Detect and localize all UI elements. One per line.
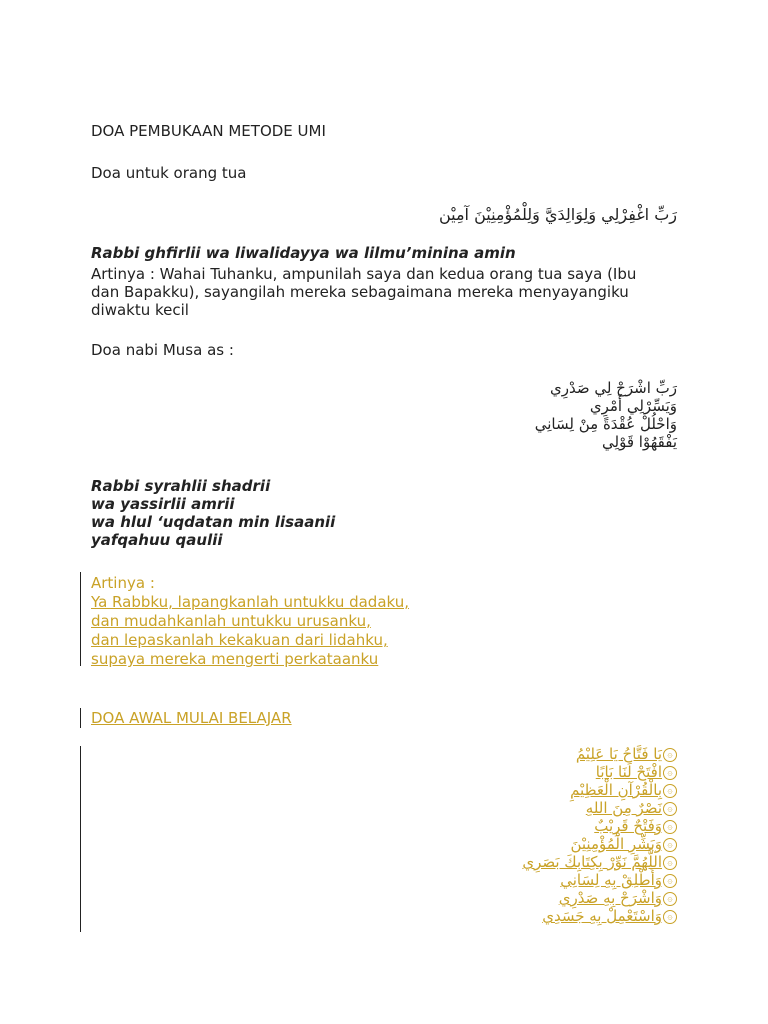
verse-mark-icon: ۞ [663, 820, 677, 834]
arabic-text: وَاسْتَعْمِلْ بِهِ جَسَدِي [542, 907, 662, 925]
arabic-link-line[interactable] [522, 763, 677, 781]
arabic-link-line[interactable] [522, 871, 677, 889]
meaning-line: diwaktu kecil [91, 301, 189, 319]
arabic-link-line[interactable] [522, 799, 677, 817]
section3-arabic [522, 745, 677, 925]
section3-heading[interactable]: DOA AWAL MULAI BELAJAR [91, 709, 292, 727]
arabic-text: اللَّهُمَّ نَوِّرْ بِكِتَابِكَ بَصَرِي [522, 853, 662, 871]
arabic-text: يَا فَتَّاحُ يَا عَلِيْمُ [575, 745, 662, 763]
verse-mark-icon: ۞ [663, 892, 677, 906]
verse-mark-icon: ۞ [663, 748, 677, 762]
arabic-text: نَصْرٌ مِنَ اللهِ [585, 799, 662, 817]
arabic-text: وَفَتْحٌ قَرِيْبٌ [594, 817, 662, 835]
meaning-line: Ya Rabbku, lapangkanlah untukku dadaku, [91, 593, 410, 611]
section1-heading: Doa untuk orang tua [91, 164, 247, 182]
meaning-line: Artinya : [91, 574, 155, 592]
quote-bar [80, 746, 81, 932]
meaning-line: dan Bapakku), sayangilah mereka sebagaimana mereka menyayangiku [91, 283, 629, 301]
arabic-text: بِالْقُرْآنِ الْعَظِيْمِ [570, 781, 662, 799]
transliteration-line: wa hlul ‘uqdatan min lisaanii [91, 513, 336, 531]
verse-mark-icon: ۞ [663, 766, 677, 780]
transliteration-line: Rabbi syrahlii shadrii [91, 477, 271, 495]
arabic-text: افْتَحْ لَنَا بَابًا [595, 763, 662, 781]
verse-mark-icon: ۞ [663, 856, 677, 870]
arabic-line: وَاحْلُلْ عُقْدَةً مِنْ لِسَانِي [534, 415, 677, 433]
verse-mark-icon: ۞ [663, 874, 677, 888]
document-title: DOA PEMBUKAAN METODE UMI [91, 122, 326, 140]
arabic-link-line[interactable] [522, 907, 677, 925]
arabic-link-line[interactable] [522, 889, 677, 907]
section1-meaning [91, 265, 691, 319]
meaning-line: Artinya : Wahai Tuhanku, ampunilah saya dan kedua orang tua saya (Ibu [91, 265, 637, 283]
arabic-text: وَبَشِّرِ الْمُؤْمِنِيْنَ [570, 835, 662, 853]
arabic-link-line[interactable] [522, 781, 677, 799]
section1-transliteration: Rabbi ghfirlii wa liwalidayya wa lilmu’minina amin [91, 244, 516, 262]
verse-mark-icon: ۞ [663, 910, 677, 924]
meaning-line: dan lepaskanlah kekakuan dari lidahku, [91, 631, 388, 649]
transliteration-line: yafqahuu qaulii [91, 531, 223, 549]
meaning-line: supaya mereka mengerti perkataanku [91, 650, 379, 668]
arabic-link-line[interactable] [522, 835, 677, 853]
arabic-text: وَاشْرَحْ بِهِ صَدْرِي [558, 889, 662, 907]
arabic-link-line[interactable] [522, 817, 677, 835]
quote-bar [80, 572, 81, 666]
section2-transliteration [91, 477, 335, 549]
section1-arabic: رَبِّ اغْفِرْلِي وَلِوَالِدَيَّ وَلِلْمُؤْمِنِيْنَ آمِيْن [438, 205, 677, 224]
quote-bar [80, 708, 81, 728]
section2-meaning [91, 574, 409, 669]
verse-mark-icon: ۞ [663, 838, 677, 852]
section2-heading: Doa nabi Musa as : [91, 341, 234, 359]
arabic-link-line[interactable] [522, 745, 677, 763]
transliteration-line: wa yassirlii amrii [91, 495, 235, 513]
arabic-line: وَيَسِّرْلِي أَمْرِي [589, 397, 677, 415]
meaning-line: dan mudahkanlah untukku urusanku, [91, 612, 371, 630]
verse-mark-icon: ۞ [663, 802, 677, 816]
arabic-text: وَأَطْلِقْ بِهِ لِسَانِي [560, 871, 662, 889]
arabic-line: يَفْقَهُوْا قَوْلِي [602, 433, 677, 451]
arabic-line: رَبِّ اشْرَحْ لِي صَدْرِي [549, 379, 677, 397]
arabic-link-line[interactable] [522, 853, 677, 871]
section2-arabic [535, 379, 677, 451]
verse-mark-icon: ۞ [663, 784, 677, 798]
